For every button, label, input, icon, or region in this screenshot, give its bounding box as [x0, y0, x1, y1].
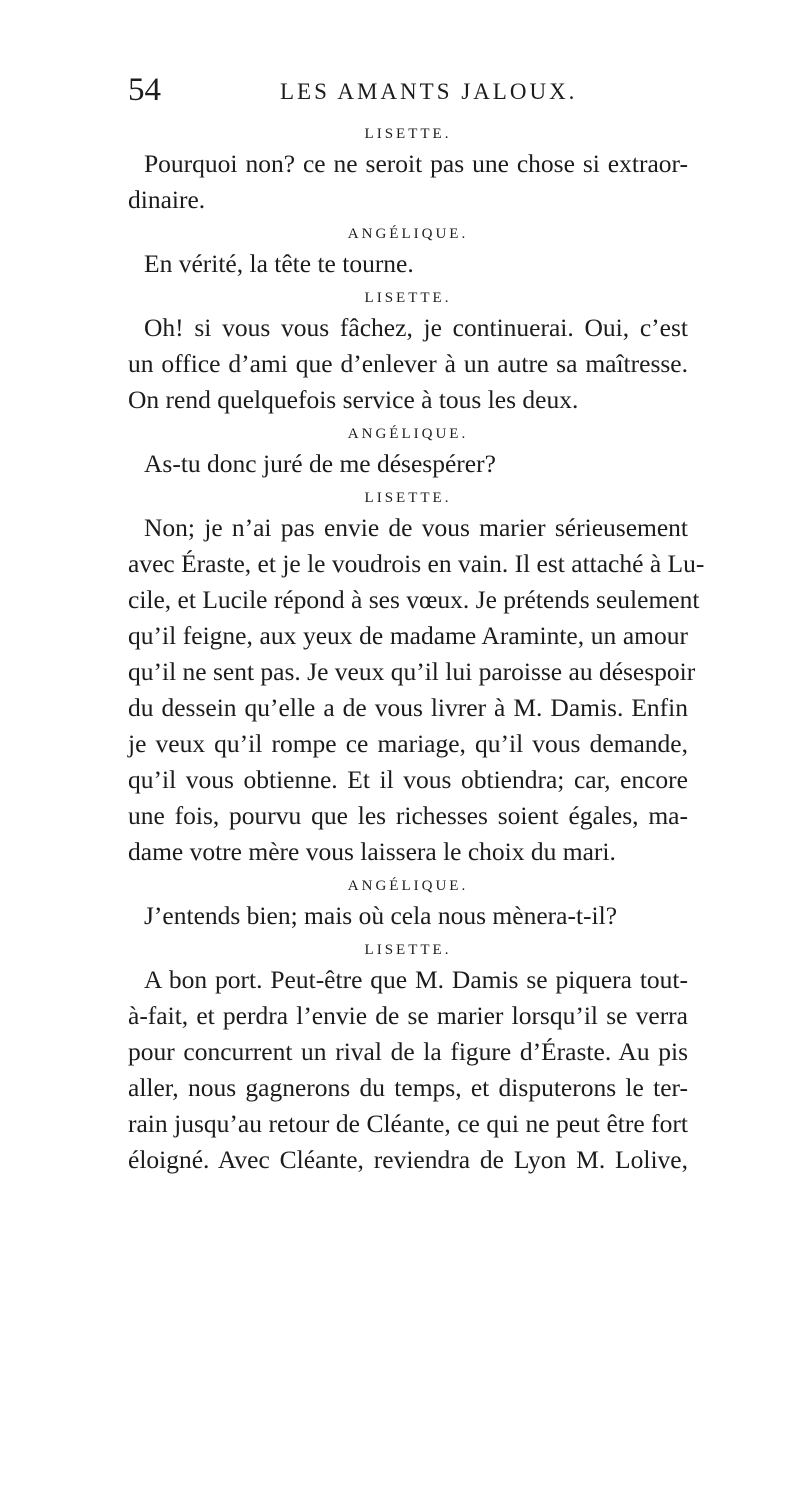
text-line: je veux qu’il rompe ce mariage, qu’il vous demande, — [128, 729, 688, 758]
text-line: aller, nous gagnerons du temps, et disputerons le ter- — [128, 1073, 688, 1102]
text-line: A bon port. Peut-être que M. Damis se piquera tout- — [144, 965, 688, 994]
speaker-name: LISETTE. — [364, 290, 452, 306]
speaker-name: ANGÉLIQUE. — [347, 878, 469, 894]
text-line: As-tu donc juré de me désespérer? — [144, 449, 496, 478]
speaker-name: LISETTE. — [364, 942, 452, 958]
text-line: pour concurrent un rival de la figure d’Éraste. Au pis — [128, 1037, 688, 1066]
text-line: rain jusqu’au retour de Cléante, ce qui ne peut être fort — [128, 1109, 688, 1138]
speaker-name: ANGÉLIQUE. — [347, 426, 469, 442]
running-title: LES AMANTS JALOUX. — [280, 79, 578, 104]
running-head — [128, 70, 688, 114]
text-line: une fois, pourvu que les richesses soient égales, ma- — [128, 801, 688, 830]
dialogue-text — [128, 118, 705, 1178]
text-line: Non; je n’ai pas envie de vous marier sérieusement — [144, 513, 688, 542]
text-line: qu’il vous obtienne. Et il vous obtiendra; car, encore — [128, 765, 688, 794]
text-line: En vérité, la tête te tourne. — [144, 249, 414, 278]
text-line: à-fait, et perdra l’envie de se marier lorsqu’il se verra — [128, 1001, 688, 1030]
text-line: On rend quelquefois service à tous les deux. — [128, 385, 579, 414]
text-line: qu’il ne sent pas. Je veux qu’il lui paroisse au désespoir — [128, 657, 696, 686]
speaker-name: LISETTE. — [364, 490, 452, 506]
text-line: cile, et Lucile répond à ses vœux. Je prétends seulement — [128, 585, 700, 614]
text-line: qu’il feigne, aux yeux de madame Araminte, un amour — [128, 621, 688, 650]
text-line: Pourquoi non? ce ne seroit pas une chose si extraor- — [144, 149, 688, 178]
text-line: éloigné. Avec Cléante, reviendra de Lyon M. Lolive, — [128, 1145, 688, 1174]
text-line: J’entends bien; mais où cela nous mènera-t-il? — [144, 901, 618, 930]
page-number: 54 — [128, 72, 161, 108]
speaker-name: ANGÉLIQUE. — [347, 226, 469, 242]
text-line: dinaire. — [128, 185, 206, 214]
text-line: du dessein qu’elle a de vous livrer à M. Damis. Enfin — [128, 693, 688, 722]
text-line: Oh! si vous vous fâchez, je continuerai. Oui, c’est — [144, 313, 688, 342]
text-line: un office d’ami que d’enlever à un autre sa maîtresse. — [128, 349, 688, 378]
text-line: dame votre mère vous laissera le choix du mari. — [128, 837, 616, 866]
speaker-name: LISETTE. — [364, 126, 452, 142]
text-line: avec Éraste, et je le voudrois en vain. Il est attaché à Lu- — [128, 549, 705, 578]
